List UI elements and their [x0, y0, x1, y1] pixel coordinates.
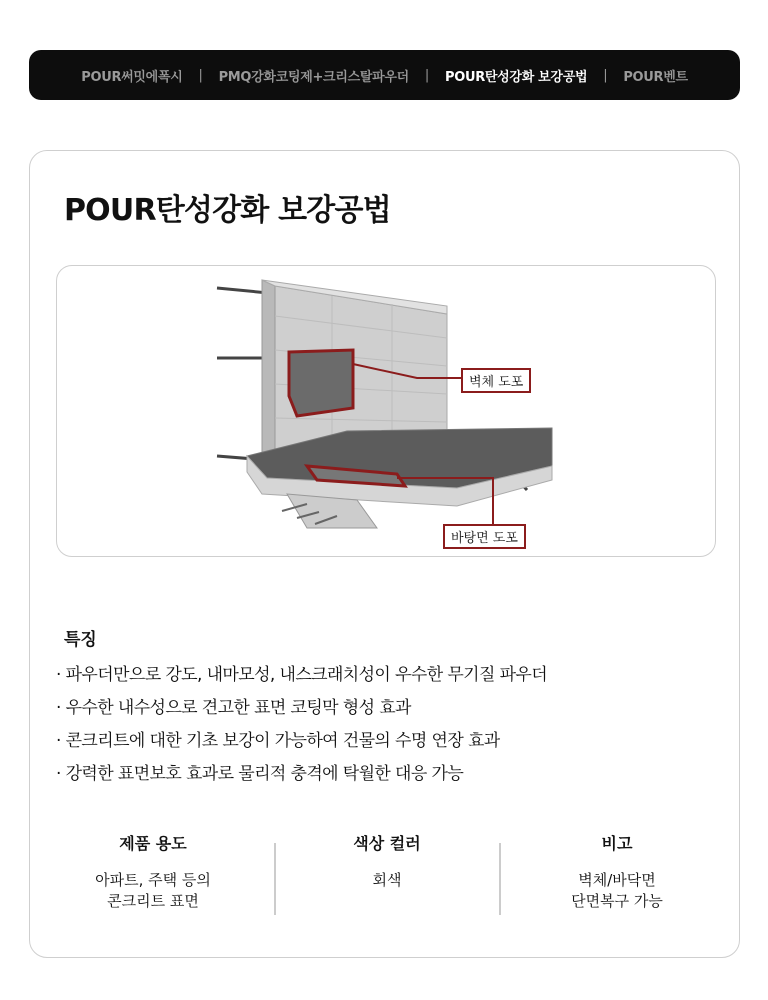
page-title: POUR탄성강화 보강공법	[64, 193, 391, 228]
nav-item-summit-epoxy[interactable]: POUR써밋에폭시	[81, 69, 183, 85]
nav-separator: |	[603, 67, 608, 83]
wall-coating-area	[289, 350, 353, 416]
feature-item: · 콘크리트에 대한 기초 보강이 가능하여 건물의 수명 연장 효과	[56, 725, 547, 758]
floor-coating-callout: 바탕면 도포	[443, 524, 526, 549]
nav-item-elastic-reinforcement[interactable]: POUR탄성강화 보강공법	[444, 69, 588, 85]
spec-value: 회색	[372, 871, 402, 889]
spec-usage	[40, 831, 266, 912]
spec-notes	[504, 831, 730, 912]
wall-coating-callout: 벽체 도포	[461, 368, 531, 393]
top-nav	[29, 50, 740, 100]
features-heading: 특징	[64, 630, 97, 650]
product-card	[29, 150, 740, 958]
feature-item: · 우수한 내수성으로 견고한 표면 코팅막 형성 효과	[56, 692, 547, 725]
nav-item-pmq-coating[interactable]: PMQ강화코팅제+크리스탈파우더	[218, 69, 409, 85]
wall-floor-illustration	[57, 266, 716, 557]
spec-header: 제품 용도	[119, 834, 187, 853]
feature-list	[56, 659, 547, 791]
spec-header: 비고	[601, 834, 633, 853]
spec-table	[30, 831, 741, 921]
spec-color	[274, 831, 500, 891]
feature-item: · 파우더만으로 강도, 내마모성, 내스크래치성이 우수한 무기질 파우더	[56, 659, 547, 692]
spec-divider	[274, 843, 276, 915]
nav-separator: |	[198, 67, 203, 83]
spec-value: 아파트, 주택 등의 콘크리트 표면	[95, 871, 211, 910]
feature-item: · 강력한 표면보호 효과로 물리적 충격에 탁월한 대응 가능	[56, 758, 547, 791]
construction-figure	[56, 265, 716, 557]
spec-value: 벽체/바닥면 단면복구 가능	[571, 871, 663, 910]
spec-header: 색상 컬러	[353, 834, 421, 853]
nav-item-pour-vent[interactable]: POUR벤트	[623, 69, 688, 85]
wall-edge	[262, 280, 275, 456]
spec-divider	[499, 843, 501, 915]
nav-separator: |	[424, 67, 429, 83]
